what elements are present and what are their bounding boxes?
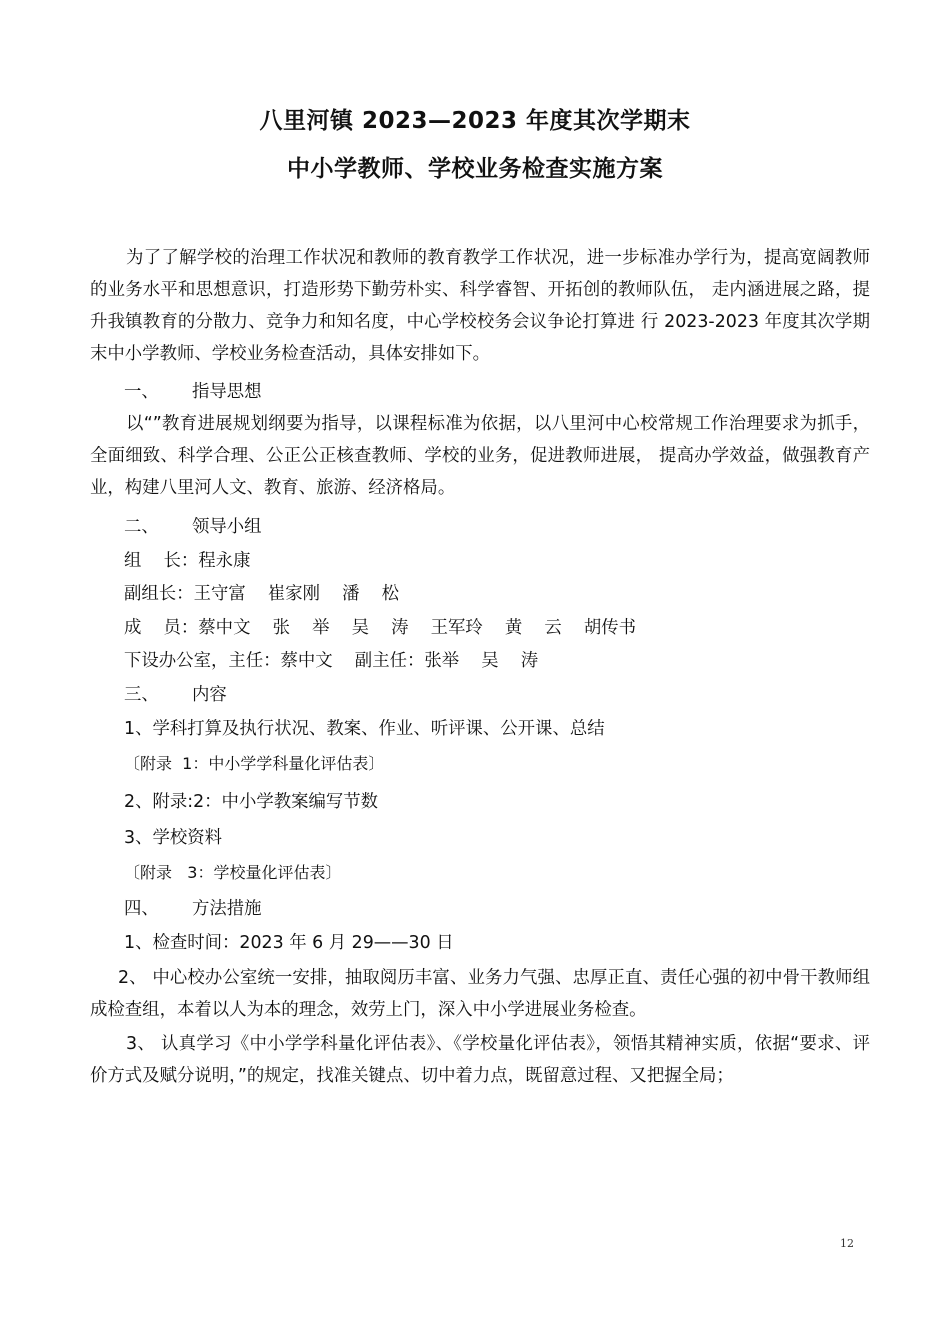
section-1-heading: 一、 指导思想 — [124, 382, 262, 402]
group-leader: 组 长：程永康 — [124, 551, 251, 571]
method-item-1: 1、检查时间：2023 年 6 月 29——30 日 — [124, 933, 454, 953]
section-3-heading: 三、 内容 — [124, 685, 227, 705]
section-4-heading: 四、 方法措施 — [124, 899, 262, 919]
method-item-2-block — [90, 962, 870, 1026]
title-line-1: 八里河镇 2023—2023 年度其次学期末 — [259, 108, 691, 134]
group-members: 成 员：蔡中文 张 举 吴 涛 王军玲 黄 云 胡传书 — [124, 618, 637, 638]
appendix-3: 〔附录 3：学校量化评估表〕 — [124, 863, 342, 882]
appendix-1: 〔附录 1：中小学学科量化评估表〕 — [124, 754, 385, 773]
page-number: 12 — [840, 1237, 854, 1250]
group-office: 下设办公室，主任：蔡中文 副主任：张举 吴 涛 — [124, 651, 539, 671]
section-1-paragraph: 以“”教育进展规划纲要为指导，以课程标准为依据，以八里河中心校常规工作治理要求为抓手，全面细致、科学合理、公正公正核查教师、学校的业务，促进教师进展， 提高办学效益，做强教育产业，构建八里河人文、教育、旅游、经济格局。 — [90, 414, 870, 498]
section-2-heading: 二、 领导小组 — [124, 517, 262, 537]
content-item-3: 3、学校资料 — [124, 828, 223, 848]
method-item-3-block — [90, 1028, 870, 1092]
content-item-2: 2、附录:2：中小学教案编写节数 — [124, 792, 379, 812]
intro-block — [90, 242, 870, 370]
content-item-1: 1、学科打算及执行状况、教案、作业、听评课、公开课、总结 — [124, 719, 605, 739]
group-deputy: 副组长：王守富 崔家刚 潘 松 — [124, 584, 400, 604]
section-1-block — [90, 408, 870, 504]
intro-paragraph: 为了了解学校的治理工作状况和教师的教育教学工作状况，进一步标准办学行为，提高宽阔教师的业务水平和思想意识，打造形势下勤劳朴实、科学睿智、开拓创的教师队伍， 走内涵进展之路，提升我镇教育的分散力、竞争力和知名度，中心学校校务会议争论打算进 行 2023-2023 年度其次学期末中小学教师、学校业务检查活动，具体安排如下。 — [90, 248, 870, 364]
method-item-2: 2、 中心校办公室统一安排，抽取阅历丰富、业务力气强、忠厚正直、责任心强的初中骨干教师组成检查组，本着以人为本的理念，效劳上门，深入中小学进展业务检查。 — [90, 968, 870, 1020]
title-line-2: 中小学教师、学校业务检查实施方案 — [287, 156, 663, 182]
method-item-3: 3、 认真学习《中小学学科量化评估表》、《学校量化评估表》，领悟其精神实质，依据“要求、评价方式及赋分说明，”的规定，找准关键点、切中着力点，既留意过程、又把握全局； — [90, 1034, 870, 1086]
